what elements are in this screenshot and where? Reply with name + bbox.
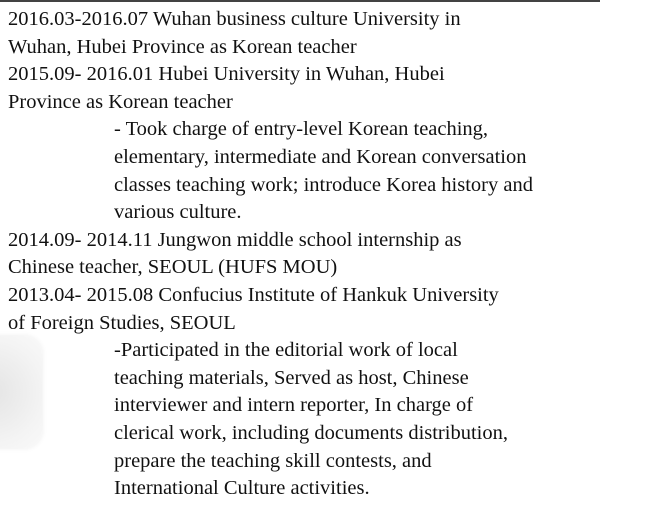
description-line: International Culture activities. bbox=[114, 477, 370, 500]
entry-line: 2016.03-2016.07 Wuhan business culture University in bbox=[8, 8, 461, 30]
description-line: -Participated in the editorial work of local bbox=[114, 339, 458, 362]
description-line: teaching materials, Served as host, Chinese bbox=[114, 366, 469, 389]
entry-line: 2013.04- 2015.08 Confucius Institute of Hankuk University bbox=[8, 283, 499, 306]
description-line: clerical work, including documents distribution, bbox=[114, 421, 508, 444]
top-divider-line bbox=[0, 0, 600, 2]
description-line: prepare the teaching skill contests, and bbox=[114, 449, 432, 472]
entry-line: 2015.09- 2016.01 Hubei University in Wuhan, Hubei bbox=[8, 63, 445, 86]
entry-line: Province as Korean teacher bbox=[8, 90, 233, 113]
entry-line: 2014.09- 2014.11 Jungwon middle school internship as bbox=[8, 228, 462, 251]
description-line: various culture. bbox=[114, 201, 242, 224]
entry-line: Wuhan, Hubei Province as Korean teacher bbox=[8, 35, 357, 58]
work-experience-text bbox=[8, 6, 648, 503]
entry-line: Chinese teacher, SEOUL (HUFS MOU) bbox=[8, 256, 338, 279]
description-line: classes teaching work; introduce Korea history and bbox=[114, 173, 533, 196]
description-line: elementary, intermediate and Korean conversation bbox=[114, 145, 527, 168]
description-line: - Took charge of entry-level Korean teaching, bbox=[114, 118, 489, 141]
entry-line: of Foreign Studies, SEOUL bbox=[8, 311, 236, 334]
description-line: interviewer and intern reporter, In charge of bbox=[114, 394, 474, 417]
